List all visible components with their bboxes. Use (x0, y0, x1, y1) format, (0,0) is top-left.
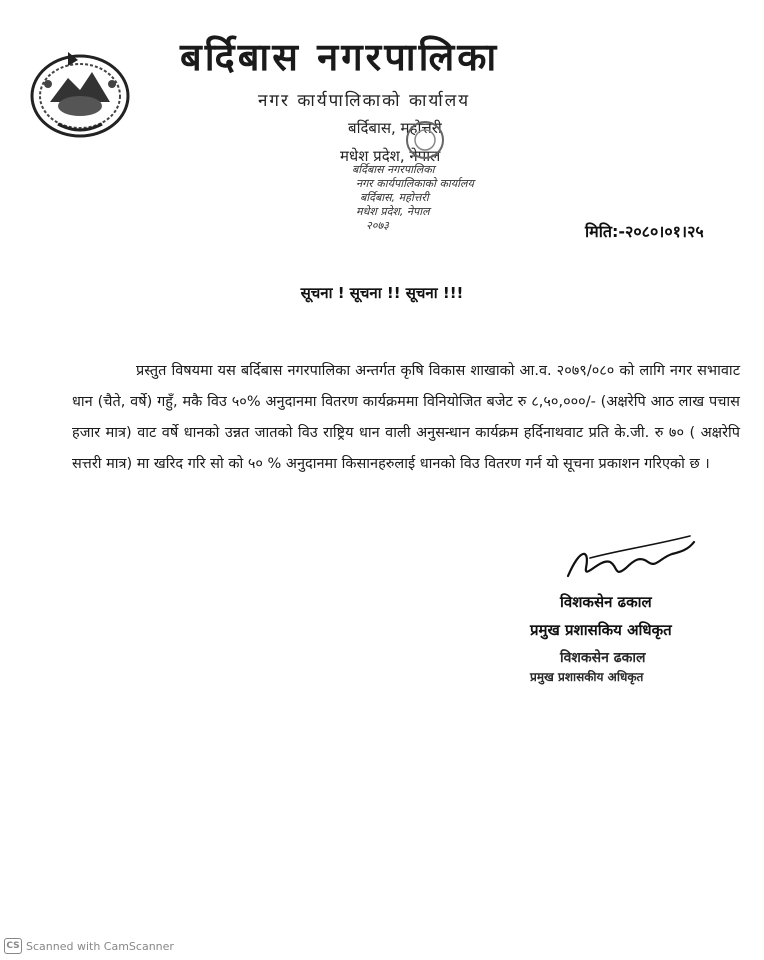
signatory-title: प्रमुख प्रशासकिय अधिकृत (530, 621, 672, 639)
office-province: मधेश प्रदेश, नेपाल (340, 147, 441, 165)
office-title: बर्दिबास नगरपालिका (180, 35, 500, 79)
office-subtitle: नगर कार्यपालिकाको कार्यालय (258, 91, 471, 111)
signatory-stamp-title: प्रमुख प्रशासकीय अधिकृत (530, 670, 644, 684)
stamp-line: २०७३ (366, 219, 389, 232)
stamp-line: बर्दिबास नगरपालिका (352, 163, 435, 176)
camscanner-icon: CS (4, 938, 22, 954)
date-line: मिति:-२०८०।०१।२५ (585, 222, 704, 241)
handwritten-signature (560, 528, 700, 588)
stamp-line: नगर कार्यपालिकाको कार्यालय (356, 177, 474, 190)
stamp-line: बर्दिबास, महोत्तरी (360, 191, 429, 204)
scanner-footer (4, 938, 174, 954)
signatory-stamp-name: विशकसेन ढकाल (560, 650, 646, 666)
scanner-footer-text: Scanned with CamScanner (26, 939, 174, 953)
signatory-name: विशकसेन ढकाल (560, 593, 652, 611)
nepal-emblem-logo (28, 44, 132, 140)
notice-heading: सूचना ! सूचना !! सूचना !!! (300, 284, 464, 302)
office-address: बर्दिबास, महोत्तरी (348, 119, 442, 137)
notice-body: प्रस्तुत विषयमा यस बर्दिबास नगरपालिका अन्तर्गत कृषि विकास शाखाको आ.व. २०७९/०८० को लागि नगर सभावाट धान (चैते, वर्षे) गहुँ, मकै विउ ५०% अनुदानमा वितरण कार्यक्रममा विनियोजित बजेट रु ८,५०,०००/- (अक्षरेपि आठ लाख पचास हजार मात्र) वाट वर्षे धानको उन्नत जातको विउ राष्ट्रिय धान वाली अनुसन्धान कार्यक्रम हर्दिनाथवाट प्रति के.जी. रु ७० ( अक्षरेपि सत्तरी मात्र) मा खरिद गरि सो को ५० % अनुदानमा किसानहरुलाई धानको विउ वितरण गर्न यो सूचना प्रकाशन गरिएको छ । (72, 363, 740, 472)
stamp-line: मधेश प्रदेश, नेपाल (356, 205, 430, 218)
